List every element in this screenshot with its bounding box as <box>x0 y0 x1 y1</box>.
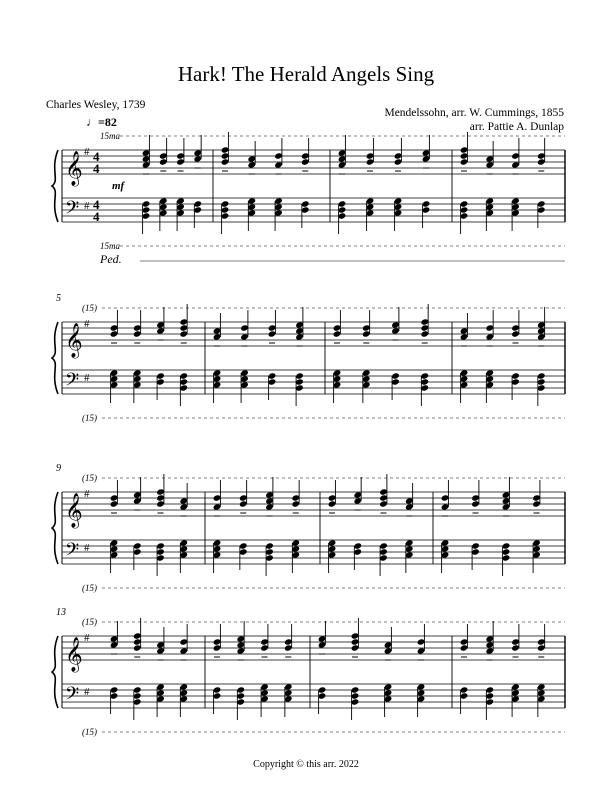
sharp-key-signature-icon: # <box>84 686 90 698</box>
octave-mark: (15) <box>82 413 97 423</box>
sharp-key-signature-icon: # <box>84 146 90 158</box>
brace-icon <box>52 150 58 222</box>
lyricist-credit: Charles Wesley, 1739 <box>46 99 146 111</box>
bass-clef-icon: 𝄢 <box>65 539 80 564</box>
octave-mark: (15) <box>82 473 97 483</box>
treble-clef-icon: 𝄞 <box>65 494 83 527</box>
measure-number: 9 <box>56 463 61 474</box>
sharp-key-signature-icon: # <box>84 200 90 212</box>
treble-clef-icon: 𝄞 <box>65 324 83 357</box>
dynamic-marking: mf <box>112 180 125 192</box>
sharp-key-signature-icon: # <box>84 372 90 384</box>
octave-mark: (15) <box>82 583 97 593</box>
composer-credit: Mendelssohn, arr. W. Cummings, 1855 <box>384 107 564 119</box>
arranger-credit: arr. Pattie A. Dunlap <box>469 121 564 133</box>
octave-mark: 15ma <box>100 131 120 141</box>
octave-mark: 15ma <box>100 241 120 251</box>
bass-clef-icon: 𝄢 <box>65 197 80 222</box>
pedal-marking: Ped. <box>100 252 122 266</box>
quarter-note-icon: ♩ <box>86 115 98 129</box>
time-signature-bottom: 4 <box>93 161 100 176</box>
bass-clef-icon: 𝄢 <box>65 683 80 708</box>
time-signature-top: 4 <box>93 197 100 212</box>
octave-mark: (15) <box>82 303 97 313</box>
tempo-value: =82 <box>98 115 117 129</box>
bass-clef-icon: 𝄢 <box>65 369 80 394</box>
brace-icon <box>52 322 58 394</box>
measure-number: 5 <box>56 293 61 304</box>
measure-number: 13 <box>56 607 66 618</box>
treble-clef-icon: 𝄞 <box>65 152 83 185</box>
treble-clef-icon: 𝄞 <box>65 638 83 671</box>
copyright-notice: Copyright © this arr. 2022 <box>253 759 359 770</box>
octave-mark: (15) <box>82 617 97 627</box>
sharp-key-signature-icon: # <box>84 632 90 644</box>
sharp-key-signature-icon: # <box>84 318 90 330</box>
sharp-key-signature-icon: # <box>84 488 90 500</box>
octave-mark: (15) <box>82 727 97 737</box>
brace-icon <box>52 492 58 564</box>
time-signature-top: 4 <box>93 149 100 164</box>
brace-icon <box>52 636 58 708</box>
sharp-key-signature-icon: # <box>84 542 90 554</box>
time-signature-bottom: 4 <box>93 209 100 224</box>
piece-title: Hark! The Herald Angels Sing <box>177 62 435 86</box>
